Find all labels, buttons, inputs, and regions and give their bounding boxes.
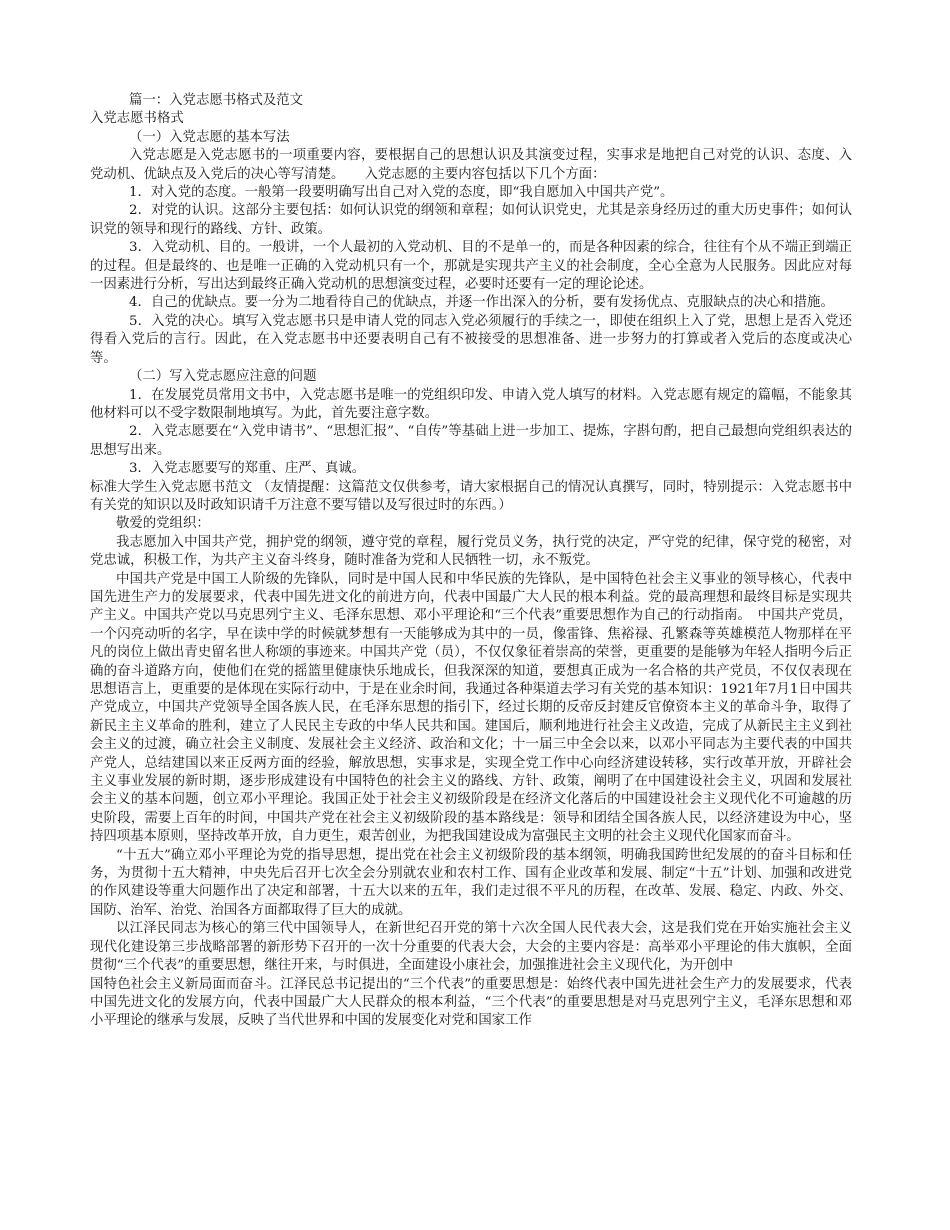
sample-intro: 标准大学生入党志愿书范文 （友情提醒：这篇范文仅供参考，请大家根据自己的情况认真撰写，同时，特别提示：入党志愿书中有关党的知识以及时政知识请千万注意不要写错以及写很过时的东西。） <box>90 479 852 513</box>
note-item-refine: 2．入党志愿要在“入党申请书”、“思想汇报”、“自传”等基础上进一步加工、提炼，字斟句酌，把自己最想向党组织表达的思想写出来。 <box>90 424 852 458</box>
body-paragraph-5: 国特色社会主义新局面而奋斗。江泽民总书记提出的“三个代表”的重要思想是：始终代表中国先进社会生产力的发展要求，代表中国先进文化的发展方向，代表中国最广大人民群众的根本利益，“三个代表”的重要思想是对马克思列宁主义，毛泽东思想和邓小平理论的继承与发展，反映了当代世界和中国的发展变化对党和国家工作 <box>90 976 852 1029</box>
section-heading-notes: （二）写入党志愿应注意的问题 <box>129 369 317 385</box>
paragraph-intro: 入党志愿是入党志愿书的一项重要内容，要根据自己的思想认识及其演变过程，实事求是地把自己对党的认识、态度、入党动机、优缺点及入党后的决心等写清楚。 入党志愿的主要内容包括以下几个方面： <box>90 148 852 182</box>
list-item-strengths: 4．自己的优缺点。要一分为二地看待自己的优缺点，并逐一作出深入的分析，要有发扬优点、克服缺点的决心和措施。 <box>129 295 834 311</box>
body-paragraph-3: “十五大”确立邓小平理论为党的指导思想，提出党在社会主义初级阶段的基本纲领，明确我国跨世纪发展的的奋斗目标和任务，为贯彻十五大精神，中央先后召开七次全会分别就农业和农村工作、国有企业改革和发展、制定“十五”计划、加强和改进党的作风建设等重大问题作出了决定和部署，十五大以来的五年，我们走过很不平凡的历程，在改革、发展、稳定、内政、外交、国防、治军、治党、治国各方面都取得了巨大的成就。 <box>90 847 852 918</box>
list-item-motivation: 3．入党动机、目的。一般讲，一个人最初的入党动机、目的不是单一的，而是各种因素的综合，往往有个从不端正到端正的过程。但是最终的、也是唯一正确的入党动机只有一个，那就是实现共产主义的社会制度，全心全意为人民服务。因此应对每一因素进行分析，写出达到最终正确入党动机的思想演变过程，必要时还要有一定的理论论述。 <box>90 240 852 293</box>
document-title: 篇一：入党志愿书格式及范文 <box>129 93 304 108</box>
salutation: 敬爱的党组织： <box>116 516 210 532</box>
body-paragraph-4: 以江泽民同志为核心的第三代中国领导人，在新世纪召开党的第十六次全国人民代表大会，这是我们党在开始实施社会主义现代化建设第三步战略部署的新形势下召开的一次十分重要的代表大会，大会的主要内容是：高举邓小平理论的伟大旗帜，全面贯彻“三个代表”的重要思想，继往开来，与时俱进，全面建设小康社会，加强推进社会主义现代化，为开创中 <box>90 921 852 974</box>
list-item-determination: 5．入党的决心。填写入党志愿书只是申请人党的同志入党必须履行的手续之一，即使在组织上入了党，思想上是否入党还得看入党后的言行。因此，在入党志愿书中还要表明自己有不被接受的思想准备、进一步努力的打算或者入党后的态度或决心等。 <box>90 313 852 366</box>
document-subtitle: 入党志愿书格式 <box>90 111 184 127</box>
body-paragraph-2: 中国共产党是中国工人阶级的先锋队，同时是中国人民和中华民族的先锋队，是中国特色社会主义事业的领导核心，代表中国先进生产力的发展要求，代表中国先进文化的前进方向，代表中国最广大人民的根本利益。党的最高理想和最终目标是实现共产主义。中国共产党以马克思列宁主义、毛泽东思想、邓小平理论和“三个代表”重要思想作为自己的行动指南。 中国共产党员，一个闪亮动听的名字，早在读中学的时候就梦想有一天能够成为其中的一员，像雷锋、焦裕禄、孔繁森等英雄模范人物那样在平凡的岗位上做出青史留名世人称颂的事迹来。中国共产党（员），不仅仅象征着崇高的荣誉，更重要的是能够为年轻人指明今后正确的奋斗道路方向，使他们在党的摇篮里健康快乐地成长，但我深深的知道，要想真正成为一名合格的共产党员，不仅仅表现在思想语言上，更重要的是体现在实际行动中，于是在业余时间，我通过各种渠道去学习有关党的基本知识：1921年7月1日中国共产党成立，中国共产党领导全国各族人民，在毛泽东思想的指引下，经过长期的反帝反封建反官僚资本主义的革命斗争，取得了新民主主义革命的胜利，建立了人民民主专政的中华人民共和国。建国后，顺利地进行社会主义改造，完成了从新民主主义到社会主义的过渡，确立社会主义制度、发展社会主义经济、政治和文化；十一届三中全会以来，以邓小平同志为主要代表的中国共产党人，总结建国以来正反两方面的经验，解放思想，实事求是，实现全党工作中心向经济建设转移，实行改革开放，开辟社会主义事业发展的新时期，逐步形成建设有中国特色的社会主义的路线、方针、政策，阐明了在中国建设社会主义，巩固和发展社会主义的基本问题，创立邓小平理论。我国正处于社会主义初级阶段是在经济文化落后的中国建设社会主义现代化不可逾越的历史阶段，需要上百年的时间，中国共产党在社会主义初级阶段的基本路线是：领导和团结全国各族人民，以经济建设为中心，坚持四项基本原则，坚持改革开放，自力更生，艰苦创业，为把我国建设成为富强民主文明的社会主义现代化国家而奋斗。 <box>90 571 852 845</box>
note-item-tone: 3．入党志愿要写的郑重、庄严、真诚。 <box>129 461 366 477</box>
body-paragraph-1: 我志愿加入中国共产党，拥护党的纲领，遵守党的章程，履行党员义务，执行党的决定，严守党的纪律，保守党的秘密，对党忠诚，积极工作，为共产主义奋斗终身，随时准备为党和人民牺牲一切，永不叛党。 <box>90 534 852 569</box>
section-heading-basic-writing: （一）入党志愿的基本写法 <box>129 129 290 145</box>
note-item-length: 1．在发展党员常用文书中，入党志愿书是唯一的党组织印发、申请入党人填写的材料。入党志愿有规定的篇幅，不能象其他材料可以不受字数限制地填写。为此，首先要注意字数。 <box>90 387 852 421</box>
list-item-understanding: 2．对党的认识。这部分主要包括：如何认识党的纲领和章程；如何认识党史，尤其是亲身经历过的重大历史事件；如何认识党的领导和现行的路线、方针、政策。 <box>90 203 852 237</box>
list-item-attitude: 1．对入党的态度。一般第一段要明确写出自己对入党的态度，即“我自愿加入中国共产党”。 <box>129 185 674 201</box>
